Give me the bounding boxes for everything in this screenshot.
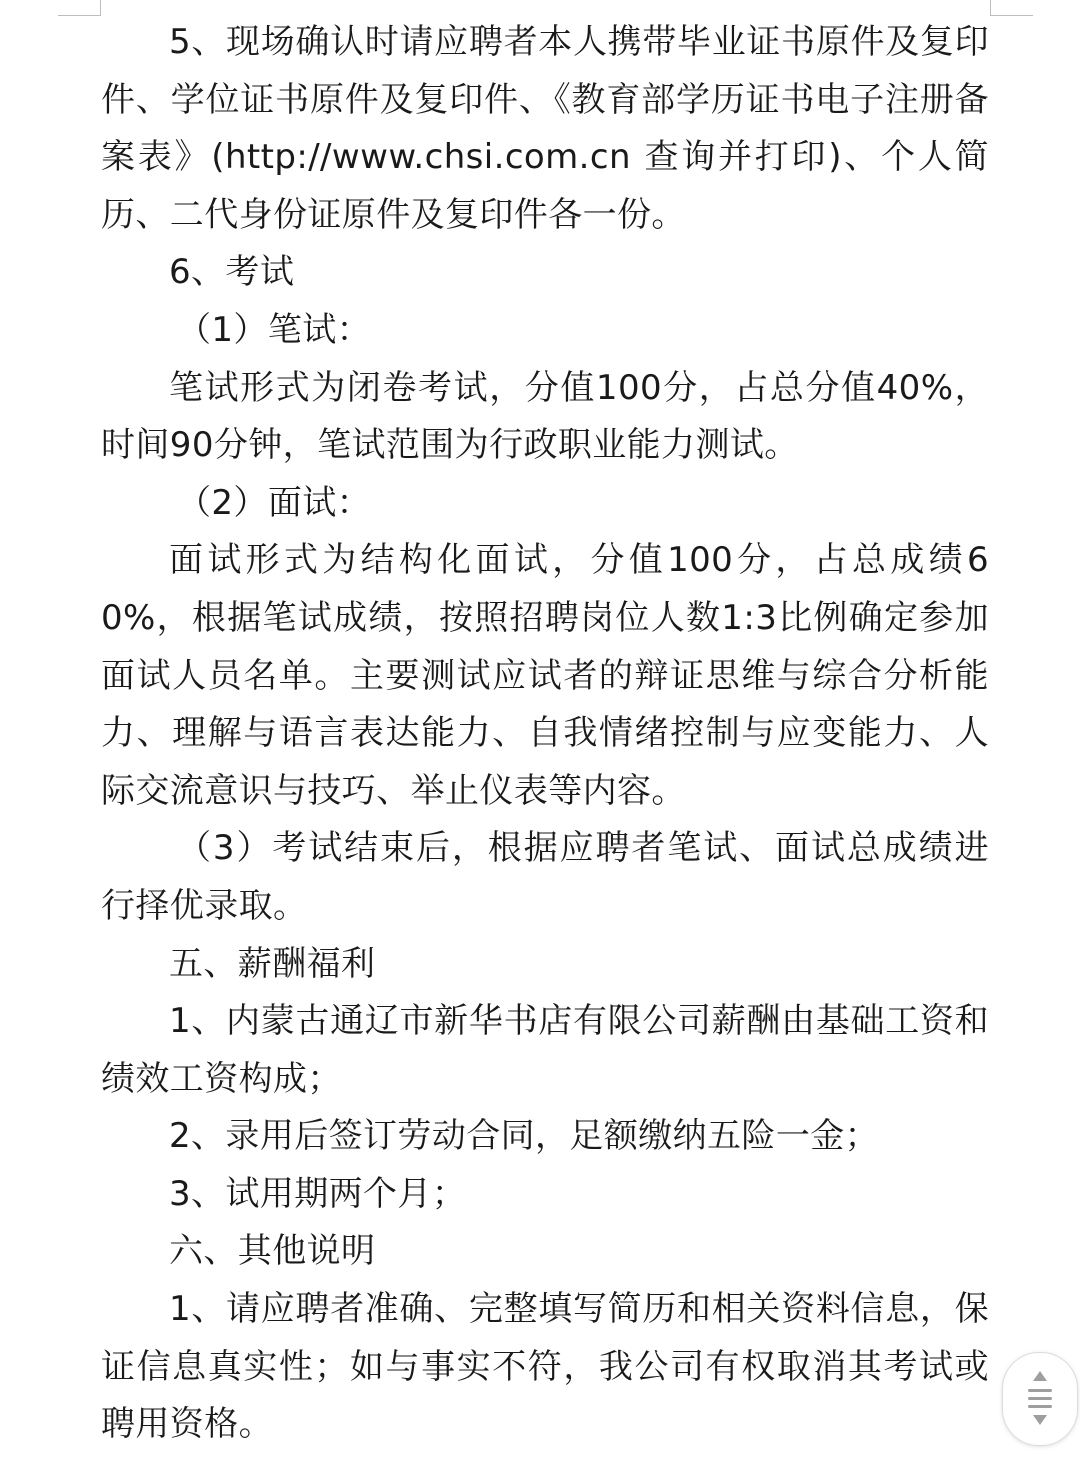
heading-other-notes: 六、其他说明 [169,1231,376,1272]
paragraph-onsite-confirmation: 5、现场确认时请应聘者本人携带毕业证书原件及复印件、学位证书原件及复印件、《教育部学历证书电子注册备案表》(http://www.chsi.com.cn 查询并打印)、个人简历、二代身份证原件及复印件各一份。 [101,22,989,235]
paragraph-interview: 面试形式为结构化面试，分值100分，占总成绩60%，根据笔试成绩，按照招聘岗位人数1:3比例确定参加面试人员名单。主要测试应试者的辩证思维与综合分析能力、理解与语言表达能力、自我情绪控制与应变能力、人际交流意识与技巧、举止仪表等内容。 [101,540,989,811]
heading-exam: 6、考试 [169,252,295,293]
paragraph-exam-result: （3）考试结束后，根据应聘者笔试、面试总成绩进行择优录取。 [101,828,989,926]
heading-interview: （2）面试： [177,482,372,523]
heading-written-exam: （1）笔试： [177,309,372,350]
paragraph-contract: 2、录用后签订劳动合同，足额缴纳五险一金； [169,1116,880,1157]
page-corner-mark-right [990,0,1033,16]
page-corner-mark-left [58,0,101,16]
paragraph-probation: 3、试用期两个月； [169,1173,467,1214]
scroll-updown-icon [1024,1369,1056,1429]
heading-salary-benefits: 五、薪酬福利 [169,943,376,984]
paragraph-written-exam: 笔试形式为闭卷考试，分值100分，占总分值40%，时间90分钟，笔试范围为行政职业能力测试。 [101,367,989,466]
paragraph-accuracy: 1、请应聘者准确、完整填写简历和相关资料信息，保证信息真实性；如与事实不符，我公司有权取消其考试或聘用资格。 [101,1289,989,1445]
paragraph-salary: 1、内蒙古通辽市新华书店有限公司薪酬由基础工资和绩效工资构成； [101,1001,989,1099]
scroll-handle[interactable] [1002,1352,1078,1446]
document-page [101,14,989,1454]
